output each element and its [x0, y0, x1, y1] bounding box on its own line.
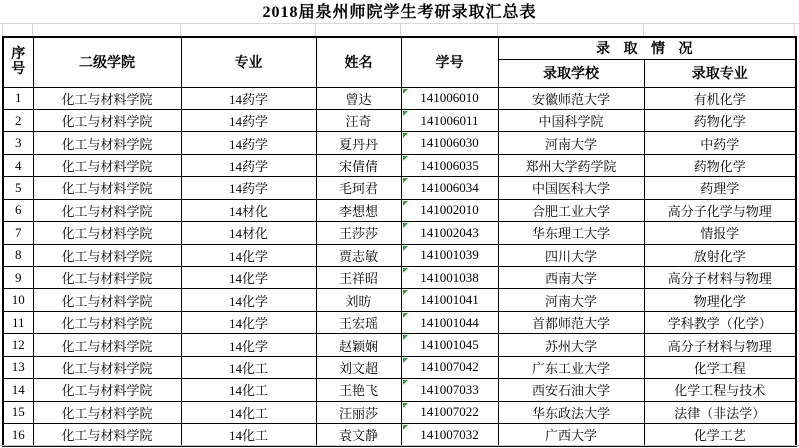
header-index-label: 序号	[11, 46, 26, 77]
number-stored-as-text-flag-icon	[403, 156, 408, 161]
cell-index[interactable]: 15	[3, 401, 33, 423]
number-stored-as-text-flag-icon	[403, 335, 408, 340]
cell-admission-school[interactable]: 华东理工大学	[498, 222, 644, 244]
cell-index[interactable]: 12	[3, 334, 33, 356]
header-college[interactable]: 二级学院	[33, 37, 181, 87]
table-row	[3, 199, 796, 221]
cell-major[interactable]: 14化学	[181, 334, 316, 356]
cell-index[interactable]: 8	[3, 244, 33, 266]
table-row	[3, 267, 796, 289]
cell-major[interactable]: 14药学	[181, 109, 316, 131]
cell-student-id[interactable]	[401, 244, 498, 266]
cell-student-id[interactable]	[401, 267, 498, 289]
cell-student-id[interactable]	[401, 109, 498, 131]
student-id-text: 141002043	[420, 224, 479, 240]
cell-college[interactable]: 化工与材料学院	[33, 289, 181, 311]
gridline-stub	[497, 24, 498, 36]
table-body	[3, 87, 796, 446]
cell-index[interactable]: 7	[3, 222, 33, 244]
number-stored-as-text-flag-icon	[403, 178, 408, 183]
cell-admission-major[interactable]: 药物化学	[644, 109, 796, 131]
table-row	[3, 401, 796, 423]
number-stored-as-text-flag-icon	[403, 313, 408, 318]
table-row	[3, 424, 796, 446]
cell-college[interactable]: 化工与材料学院	[33, 109, 181, 131]
cell-student-id[interactable]	[401, 87, 498, 109]
cell-admission-major[interactable]: 药物化学	[644, 154, 796, 176]
cell-major[interactable]: 14化工	[181, 424, 316, 446]
cell-admission-school[interactable]: 合肥工业大学	[498, 199, 644, 221]
cell-name[interactable]: 毛珂君	[316, 177, 401, 199]
cell-student-id[interactable]	[401, 401, 498, 423]
student-id-text: 141006034	[420, 179, 479, 195]
cell-admission-school[interactable]: 河南大学	[498, 132, 644, 154]
header-index[interactable]	[3, 37, 33, 87]
header-admission-group[interactable]: 录 取 情 况	[498, 37, 796, 59]
cell-admission-school[interactable]: 安徽师范大学	[498, 87, 644, 109]
cell-college[interactable]: 化工与材料学院	[33, 177, 181, 199]
cell-admission-major[interactable]: 物理化学	[644, 289, 796, 311]
header-row-1	[3, 37, 796, 59]
cell-college[interactable]: 化工与材料学院	[33, 222, 181, 244]
table-row	[3, 222, 796, 244]
student-id-text: 141001045	[420, 337, 479, 353]
cell-name[interactable]: 刘昉	[316, 289, 401, 311]
number-stored-as-text-flag-icon	[403, 358, 408, 363]
cell-student-id[interactable]	[401, 311, 498, 333]
number-stored-as-text-flag-icon	[403, 268, 408, 273]
number-stored-as-text-flag-icon	[403, 89, 408, 94]
cell-name[interactable]: 刘文超	[316, 356, 401, 378]
cell-student-id[interactable]	[401, 132, 498, 154]
table-header	[3, 37, 796, 87]
cell-student-id[interactable]	[401, 379, 498, 401]
cell-index[interactable]: 9	[3, 267, 33, 289]
cell-admission-major[interactable]: 放射化学	[644, 244, 796, 266]
cell-admission-major[interactable]: 药理学	[644, 177, 796, 199]
student-id-text: 141006010	[420, 90, 479, 106]
cell-major[interactable]: 14化工	[181, 379, 316, 401]
cell-index[interactable]: 14	[3, 379, 33, 401]
cell-name[interactable]: 王莎莎	[316, 222, 401, 244]
cell-college[interactable]: 化工与材料学院	[33, 267, 181, 289]
cell-admission-major[interactable]: 法律（非法学）	[644, 401, 796, 423]
cell-college[interactable]: 化工与材料学院	[33, 356, 181, 378]
cell-admission-major[interactable]: 化学工程	[644, 356, 796, 378]
number-stored-as-text-flag-icon	[403, 290, 408, 295]
cell-index[interactable]: 10	[3, 289, 33, 311]
cell-major[interactable]: 14药学	[181, 132, 316, 154]
cell-index[interactable]: 5	[3, 177, 33, 199]
cell-admission-major[interactable]: 高分子化学与物理	[644, 199, 796, 221]
cell-student-id[interactable]	[401, 356, 498, 378]
student-id-text: 141001038	[420, 269, 479, 285]
cell-index[interactable]: 16	[3, 424, 33, 446]
table-row	[3, 109, 796, 131]
cell-admission-school[interactable]: 广东工业大学	[498, 356, 644, 378]
cell-student-id[interactable]	[401, 424, 498, 446]
cell-index[interactable]: 1	[3, 87, 33, 109]
cell-index[interactable]: 11	[3, 311, 33, 333]
cell-student-id[interactable]	[401, 289, 498, 311]
cell-name[interactable]: 袁文静	[316, 424, 401, 446]
table-row	[3, 244, 796, 266]
number-stored-as-text-flag-icon	[403, 380, 408, 385]
cell-admission-major[interactable]: 化学工程与技术	[644, 379, 796, 401]
cell-college[interactable]: 化工与材料学院	[33, 379, 181, 401]
number-stored-as-text-flag-icon	[403, 201, 408, 206]
table-row	[3, 311, 796, 333]
cell-admission-major[interactable]: 高分子材料与物理	[644, 334, 796, 356]
cell-major[interactable]: 14化工	[181, 356, 316, 378]
admissions-table	[2, 36, 797, 447]
cell-index[interactable]: 13	[3, 356, 33, 378]
cell-major[interactable]: 14化学	[181, 311, 316, 333]
cell-admission-school[interactable]: 广西大学	[498, 424, 644, 446]
cell-admission-major[interactable]: 化学工艺	[644, 424, 796, 446]
cell-major[interactable]: 14药学	[181, 154, 316, 176]
number-stored-as-text-flag-icon	[403, 133, 408, 138]
cell-admission-school[interactable]: 中国医科大学	[498, 177, 644, 199]
cell-college[interactable]: 化工与材料学院	[33, 154, 181, 176]
table-title[interactable]: 2018届泉州师院学生考研录取汇总表	[262, 4, 537, 21]
cell-name[interactable]: 赵颖娴	[316, 334, 401, 356]
gridline-stub	[2, 24, 3, 36]
number-stored-as-text-flag-icon	[403, 246, 408, 251]
cutoff-gridline	[0, 445, 799, 446]
cell-admission-school[interactable]: 华东政法大学	[498, 401, 644, 423]
cell-admission-school[interactable]: 首都师范大学	[498, 311, 644, 333]
cell-name[interactable]: 夏丹丹	[316, 132, 401, 154]
gridline-stub	[794, 24, 795, 36]
cell-student-id[interactable]	[401, 222, 498, 244]
cell-student-id[interactable]	[401, 334, 498, 356]
cell-name[interactable]: 李想想	[316, 199, 401, 221]
cell-admission-school[interactable]: 西南大学	[498, 267, 644, 289]
cell-college[interactable]: 化工与材料学院	[33, 199, 181, 221]
student-id-text: 141001044	[420, 314, 479, 330]
table-row	[3, 177, 796, 199]
table-row	[3, 132, 796, 154]
student-id-text: 141007033	[420, 381, 479, 397]
cell-name[interactable]: 汪丽莎	[316, 401, 401, 423]
cell-student-id[interactable]	[401, 199, 498, 221]
cell-admission-school[interactable]: 中国科学院	[498, 109, 644, 131]
cell-major[interactable]: 14化学	[181, 267, 316, 289]
cell-admission-major[interactable]: 高分子材料与物理	[644, 267, 796, 289]
cell-index[interactable]: 4	[3, 154, 33, 176]
student-id-text: 141002010	[420, 202, 479, 218]
table-row	[3, 154, 796, 176]
header-admission-school[interactable]: 录取学校	[498, 59, 644, 87]
cell-major[interactable]: 14化学	[181, 244, 316, 266]
cell-index[interactable]: 2	[3, 109, 33, 131]
cell-major[interactable]: 14药学	[181, 177, 316, 199]
table-row	[3, 379, 796, 401]
gridline-stub	[400, 24, 401, 36]
gridline-stub	[643, 24, 644, 36]
cell-college[interactable]: 化工与材料学院	[33, 132, 181, 154]
cell-major[interactable]: 14材化	[181, 199, 316, 221]
cell-college[interactable]: 化工与材料学院	[33, 311, 181, 333]
student-id-text: 141001039	[420, 247, 479, 263]
cell-name[interactable]: 王宏瑶	[316, 311, 401, 333]
number-stored-as-text-flag-icon	[403, 223, 408, 228]
gridline-stub	[32, 24, 33, 36]
cell-admission-school[interactable]: 郑州大学药学院	[498, 154, 644, 176]
cell-admission-major[interactable]: 有机化学	[644, 87, 796, 109]
number-stored-as-text-flag-icon	[403, 403, 408, 408]
table-row	[3, 289, 796, 311]
cell-major[interactable]: 14化学	[181, 289, 316, 311]
cell-college[interactable]: 化工与材料学院	[33, 334, 181, 356]
header-student-id[interactable]: 学号	[401, 37, 498, 87]
cell-index[interactable]: 3	[3, 132, 33, 154]
cell-name[interactable]: 王祥昭	[316, 267, 401, 289]
cell-name[interactable]: 贾志敏	[316, 244, 401, 266]
cell-major[interactable]: 14药学	[181, 87, 316, 109]
cell-student-id[interactable]	[401, 154, 498, 176]
cell-student-id[interactable]	[401, 177, 498, 199]
cell-admission-major[interactable]: 学科教学（化学）	[644, 311, 796, 333]
cell-major[interactable]: 14化工	[181, 401, 316, 423]
cell-admission-school[interactable]: 四川大学	[498, 244, 644, 266]
cell-admission-school[interactable]: 河南大学	[498, 289, 644, 311]
student-id-text: 141006030	[420, 135, 479, 151]
cell-admission-school[interactable]: 苏州大学	[498, 334, 644, 356]
gridline-stub	[315, 24, 316, 36]
cell-admission-major[interactable]: 情报学	[644, 222, 796, 244]
gridline-stub	[180, 24, 181, 36]
cell-college[interactable]: 化工与材料学院	[33, 244, 181, 266]
student-id-text: 141007022	[420, 404, 479, 420]
cell-admission-major[interactable]: 中药学	[644, 132, 796, 154]
cell-name[interactable]: 汪奇	[316, 109, 401, 131]
cell-college[interactable]: 化工与材料学院	[33, 424, 181, 446]
table-row	[3, 356, 796, 378]
student-id-text: 141006035	[420, 157, 479, 173]
student-id-text: 141006011	[420, 112, 479, 128]
header-major[interactable]: 专业	[181, 37, 316, 87]
cell-name[interactable]: 曾达	[316, 87, 401, 109]
cell-college[interactable]: 化工与材料学院	[33, 87, 181, 109]
number-stored-as-text-flag-icon	[403, 425, 408, 430]
cell-college[interactable]: 化工与材料学院	[33, 401, 181, 423]
cell-name[interactable]: 王艳飞	[316, 379, 401, 401]
cell-index[interactable]: 6	[3, 199, 33, 221]
header-admission-major[interactable]: 录取专业	[644, 59, 796, 87]
header-name[interactable]: 姓名	[316, 37, 401, 87]
cell-major[interactable]: 14材化	[181, 222, 316, 244]
student-id-text: 141001041	[420, 292, 479, 308]
student-id-text: 141007042	[420, 359, 479, 375]
table-row	[3, 334, 796, 356]
number-stored-as-text-flag-icon	[403, 111, 408, 116]
gridline-strip	[0, 23, 799, 36]
table-row	[3, 87, 796, 109]
cell-admission-school[interactable]: 西安石油大学	[498, 379, 644, 401]
cell-name[interactable]: 宋倩倩	[316, 154, 401, 176]
student-id-text: 141007032	[420, 426, 479, 442]
